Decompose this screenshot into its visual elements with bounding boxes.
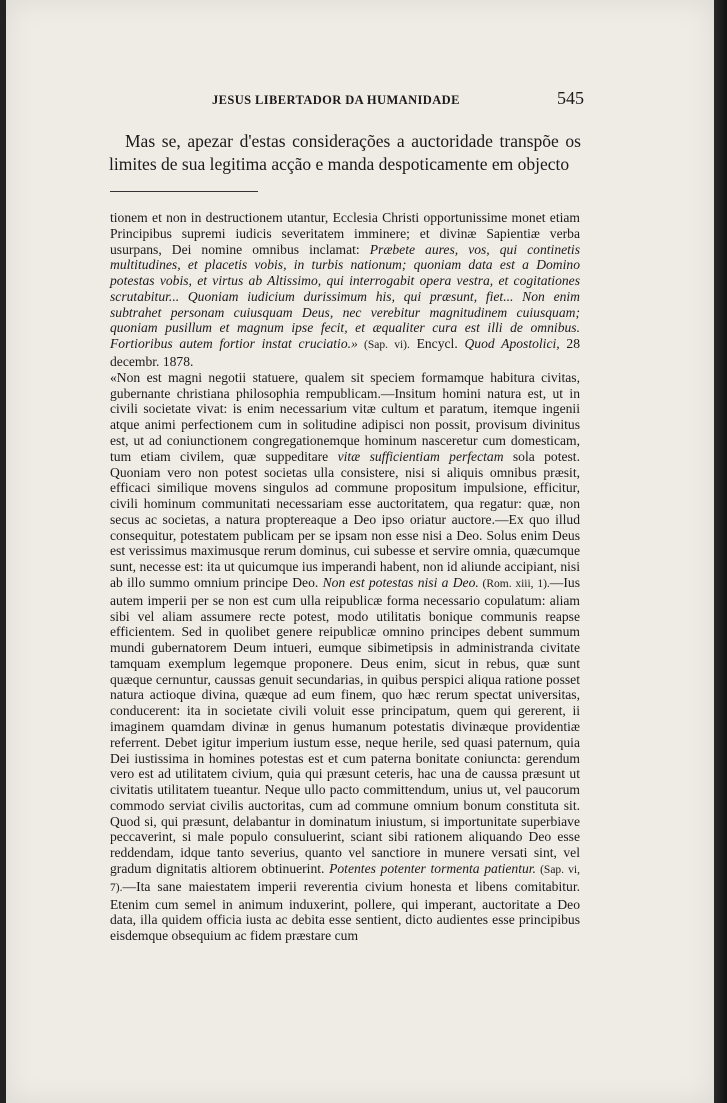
footnote-2 <box>110 370 580 944</box>
scan-left-edge <box>0 0 6 1103</box>
footnote-1-text: tionem et non in destructionem utantur, Ecclesia Christi opportunissime monet etiam Principibus supremi iudicis severitatem imminere; et divinæ Sapientiæ verba usurpans, Dei nomine omnibus inclamat: <box>110 210 580 257</box>
main-text: Mas se, apezar d'estas considerações a auctoridade transpõe os limites de sua legitima acção e manda despoticamente em objecto <box>109 131 581 174</box>
running-title: JESUS LIBERTADOR DA HUMANIDADE <box>212 93 460 107</box>
footnote-1-source-date: 28 decembr. 1878. <box>110 336 580 370</box>
footnote-2-ref-1: (Rom. xiii, 1). <box>478 577 550 590</box>
footnote-1-source-title: Quod Apostolici, <box>464 336 560 352</box>
footnote-2-ref-2: (Sap. vi, 7). <box>110 864 581 894</box>
footnotes <box>110 210 580 944</box>
footnote-2-italic-3: Potentes potenter tormenta patientur. <box>329 861 536 877</box>
page-header <box>106 88 584 112</box>
scan-right-edge <box>714 0 727 1103</box>
footnote-1-quote: Præbete aures, vos, qui continetis multitudines, et placetis vobis, in turbis nationum; quoniam data est a Domino potestas vobis, et virtus ab Altissimo, qui interrogabit opera vestra, et cogitationes scrutabitur... Quoniam iudicium durissimum his, qui præsunt, fiet... Non enim subtrahet personam cuiusquam Deus, nec verebitur magnitudinem cuiusquam; quoniam pusillum et magnum ipse fecit, et æqualiter cura est illi de omnibus. Fortioribus autem fortior instat cruciatio.» <box>110 241 581 352</box>
footnote-1 <box>110 210 580 370</box>
footnote-separator <box>110 191 258 192</box>
page-number: 545 <box>557 88 584 108</box>
footnote-2-italic-2: Non est potestas nisi a Deo. <box>322 574 479 590</box>
footnote-2-text-b: sola potest. Quoniam vero non potest societas ulla consistere, nisi si aliquis omnibus præsit, efficaci similique movens singulos ad commune propositum impulsione, efficitur, civili hominum communitati necessariam esse auctoritatem, qua regatur: quæ, non secus ac societas, a natura proptereaque a Deo ipso oriatur auctore.—Ex quo illud consequitur, potestatem publicam per se ipsam non esse nisi a Deo. Solus enim Deus est verissimus maximusque rerum dominus, cui subesse et servire omnia, quæcumque sunt, necesse est: ita ut quicumque ius imperandi habent, non id aliunde accipiant, nisi ab illo summo omnium principe Deo. <box>110 448 580 590</box>
book-page <box>6 0 714 1103</box>
footnote-2-text-c: —Ius autem imperii per se non est cum ulla reipublicæ forma necessario copulatum: aliam sibi vel aliam assumere recte potest, modo utilitatis bonique communis reapse efficientem. Sed in quolibet genere reipublicæ omnino principes debent summum mundi gubernatorem Deum intueri, eumque sibimetipsis in administranda civitate tamquam exemplum legemque proponere. Deus enim, sicut in rebus, quæ sunt quæque cernuntur, caussas genuit secundarias, in quibus perspici aliqua ratione posset natura actioque divina, quæque ad eum finem, quo hæc rerum spectat universitas, conducerent: ita in societate civili voluit esse principatum, quem qui gererent, ii imaginem quamdam divinæ in genus humanum potestatis divinæque providentiæ referrent. Debet igitur imperium iustum esse, neque herile, sed quasi paternum, quia Dei iustissima in homines potestas est et cum paterna bonitate coniuncta: gerendum vero est ad utilitatem civium, quia qui præsunt ceteris, hac una de caussa præsunt ut civitatis utilitatem tueantur. Neque ullo pacto committendum, unius ut, vel paucorum commodo serviat civilis auctoritas, cum ad commune omnium bonum constituta sit. Quod si, qui præsunt, delabantur in dominatum iniustum, si importunitate superbiave peccaverint, si male populo consuluerint, sciant sibi rationem aliquando Deo esse reddendam, idque tanto severius, quanto vel sanctiore in munere versati sint, vel gradum dignitatis altiorem obtinuerint. <box>110 574 580 877</box>
footnote-2-text-a: «Non est magni negotii statuere, qualem sit speciem formamque habitura civitas, gubernante christiana philosophia rempublicam.—Insitum homini natura est, ut in civili societate vivat: is enim necessarium vitæ cultum et paratum, itemque ingenii atque animi perfectionem cum in solitudine adipisci non possit, provisum divinitus est, ut ad coniunctionem congregationemque hominum nasceretur cum domesticam, tum etiam civilem, quæ suppeditare <box>110 369 580 464</box>
footnote-1-ref: (Sap. vi). <box>357 339 410 352</box>
footnote-2-italic-1: vitæ sufficientiam perfectam <box>337 448 504 464</box>
footnote-1-source-prefix: Encycl. <box>416 336 465 352</box>
footnote-2-text-d: —Ita sane maiestatem imperii reverentia civium honesta et libens comitabitur. Etenim cum semel in animum induxerint, pollere, qui imperant, auctoritate a Deo data, illa quidem officia iusta ac debita esse sentient, dicto audientes esse principibus eisdemque obsequium ac fidem præstare cum <box>110 878 580 944</box>
